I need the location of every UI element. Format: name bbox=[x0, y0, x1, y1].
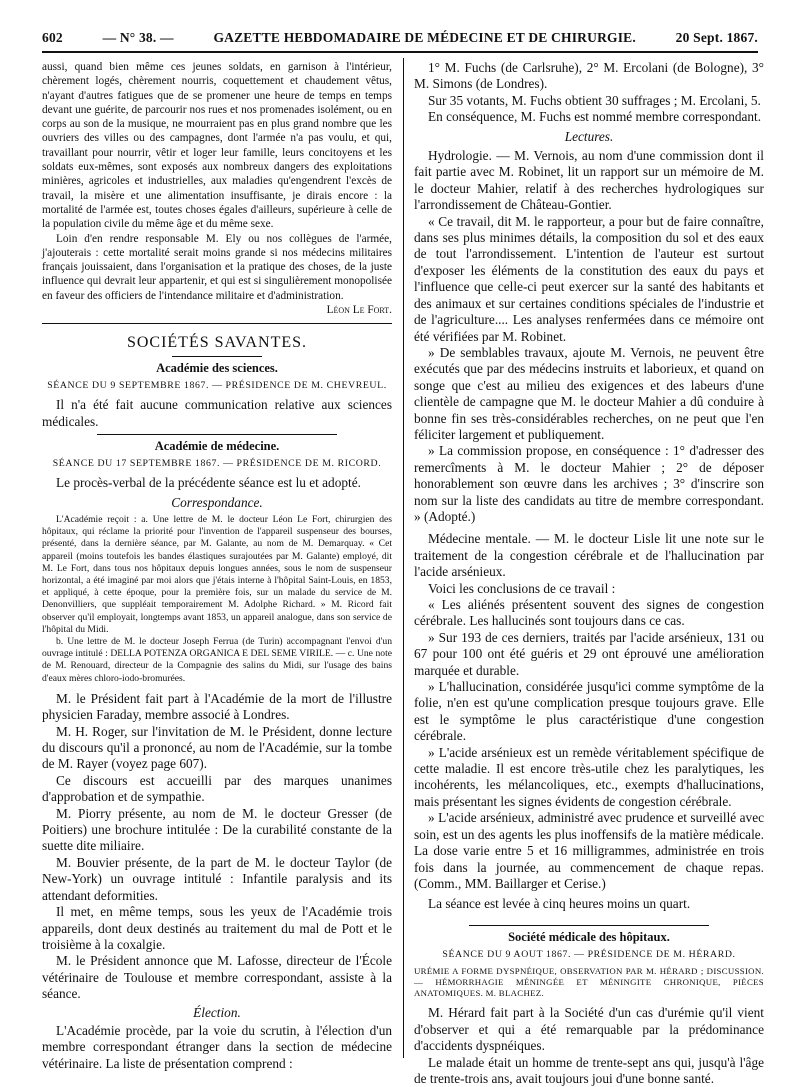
signature: Léon Le Fort. bbox=[326, 304, 392, 317]
seance-line: SÉANCE DU 17 SEPTEMBRE 1867. — PRÉSIDENCE DE M. RICORD. bbox=[52, 458, 382, 470]
paragraph: « Les aliénés présentent souvent des signes de congestion cérébrale. Les hallucinés sont toujours dans ce cas. bbox=[414, 597, 764, 629]
paragraph: Voici les conclusions de ce travail : bbox=[428, 580, 616, 596]
subsection-title: Académie de médecine. bbox=[154, 439, 280, 454]
paragraph: Loin d'en rendre responsable M. Ely ou nos collègues de l'armée, j'ajouterais : cette mortalité serait moins grande si nos médecins militaires français jouissaient, dans l'organisation et la pratique des choses, de la juste influence qui devrait leur appartenir, et qui est si singulièrement monopolisée en faveur des officiers de l'intendance militaire et d'administration. bbox=[42, 232, 392, 302]
subheading: Correspondance. bbox=[171, 494, 263, 510]
session-topics: URÉMIE A FORME DYSPNÉIQUE, OBSERVATION PAR M. HÉRARD ; DISCUSSION. — HÉMORRHAGIE MÉNINGÉE ET MÉNINGITE CHRONIQUE, PIÈCES ANATOMIQUES. M. BLACHEZ. bbox=[414, 965, 764, 999]
paragraph: 1° M. Fuchs (de Carlsruhe), 2° M. Ercolani (de Bologne), 3° M. Simons (de Londres). bbox=[414, 60, 764, 92]
paragraph: M. Piorry présente, au nom de M. le docteur Gresser (de Poitiers) une brochure intitulée : De la curabilité constante de la suette dite miliaire. bbox=[42, 805, 392, 854]
paragraph: Il met, en même temps, sous les yeux de l'Académie trois appareils, dont deux destinés au traitement du mal de Pott et le troisième à la coxalgie. bbox=[42, 904, 392, 952]
right-column bbox=[414, 60, 764, 1087]
journal-title: GAZETTE HEBDOMADAIRE DE MÉDECINE ET DE CHIRURGIE. bbox=[213, 30, 636, 45]
paragraph: » L'acide arsénieux, administré avec prudence et surveillé avec soin, est un des agents les plus inoffensifs de la matière médicale. La dose varie entre 5 et 16 milligrammes, administrée en trois fois dans la journée, au commencement de chaque repas. (Comm., MM. Baillarger et Cerise.) bbox=[414, 810, 764, 891]
paragraph: L'Académie reçoit : a. Une lettre de M. le docteur Léon Le Fort, chirurgien des hôpitaux, qui réclame la priorité pour l'invention de l'appareil suspenseur des bourses, présenté, dans la dernière séance, par M. Galante, au nom de M. Demarquay. « Cet appareil (moins toutefois les bandes élastiques surajoutées par M. Galante) employé, dit M. Le Fort, dans tous nos hôpitaux depuis longues années, sous le nom de suspenseur horizontal, a été imaginé par moi alors que j'étais interne à l'hôpital Saint-Louis, en 1853, et appliqué, à cette époque, pour la première fois, sur un malade du service de M. Denonvilliers, que suppléait temporairement M. Adolphe Richard. » M. Ricord fait observer qu'il employait, longtemps avant 1853, un appareil analogue, dans son service de l'hôpital du Midi. bbox=[42, 513, 392, 635]
paragraph: Le procès-verbal de la précédente séance est lu et adopté. bbox=[56, 475, 361, 491]
section-title: SOCIÉTÉS SAVANTES. bbox=[126, 334, 308, 352]
paragraph: M. H. Roger, sur l'invitation de M. le Président, donne lecture du discours qu'il a prononcé, au nom de l'Académie, sur la tombe de M. Rayer (voyez page 607). bbox=[42, 723, 392, 772]
divider bbox=[469, 925, 709, 926]
column-divider bbox=[403, 58, 404, 1058]
paragraph: » L'hallucination, considérée jusqu'ici comme symptôme de la folie, n'en est qu'une complication presque toujours grave. Elle est le symptôme le plus caractéristique d'une congestion cérébrale. bbox=[414, 679, 764, 744]
paragraph: Médecine mentale. — M. le docteur Lisle lit une note sur le traitement de la congestion cérébrale et de l'hallucination par l'acide arsénieux. bbox=[414, 531, 764, 580]
running-header bbox=[42, 30, 758, 48]
subsection-title: Société médicale des hôpitaux. bbox=[508, 929, 670, 944]
seance-line: SÉANCE DU 9 SEPTEMBRE 1867. — PRÉSIDENCE DE M. CHEVREUL. bbox=[47, 380, 387, 392]
paragraph: M. le Président annonce que M. Lafosse, directeur de l'École vétérinaire de Toulouse et membre correspondant, assiste à la séance. bbox=[42, 953, 392, 1002]
page-number: 602 bbox=[42, 30, 63, 45]
section-rule bbox=[42, 323, 392, 324]
divider bbox=[97, 434, 337, 435]
divider bbox=[172, 356, 262, 357]
subsection-title: Académie des sciences. bbox=[156, 361, 278, 376]
header-rule bbox=[42, 51, 758, 53]
paragraph: » L'acide arsénieux est un remède véritablement spécifique de cette maladie. Il est encore très-utile chez les paralytiques, les incohérents, les mélancoliques, etc., exempts d'hallucinations, mais présentant les signes évidents de congestion cérébrale. bbox=[414, 744, 764, 809]
paragraph: » De semblables travaux, ajoute M. Vernois, ne peuvent être exécutés que par des médecins instruits et laborieux, et quand on songe que c'est au milieu des exigences et des labeurs d'une clientèle de campagne que M. le docteur Mahier a dû conduire à bonne fin ses très-considérables recherches, on ne peut que l'en féliciter largement et publiquement. bbox=[414, 344, 764, 442]
paragraph: En conséquence, M. Fuchs est nommé membre correspondant. bbox=[428, 109, 762, 125]
paragraph: « Ce travail, dit M. le rapporteur, a pour but de faire connaître, dans ses plus minimes détails, la composition du sol et des eaux de tout l'arrondissement. L'intention de l'auteur est surtout d'exposer les éléments de la constitution des eaux du pays et l'influence que celle-ci peut exercer sur la santé des habitants et des animaux et sur certaines conditions spéciales de l'industrie et de l'agriculture.... Les analyses renfermées dans ce mémoire ont été vérifiées par M. Robinet. bbox=[414, 213, 764, 344]
paragraph: Hydrologie. — M. Vernois, au nom d'une commission dont il fait partie avec M. Robinet, lit un rapport sur un mémoire de M. le docteur Mahier, relatif à des recherches hydrologiques sur l'arrondissement de Château-Gontier. bbox=[414, 148, 764, 213]
left-column bbox=[42, 60, 392, 1072]
paragraph: Sur 35 votants, M. Fuchs obtient 30 suffrages ; M. Ercolani, 5. bbox=[428, 92, 761, 108]
issue-date: 20 Sept. 1867. bbox=[675, 30, 758, 45]
paragraph: Le malade était un homme de trente-sept ans qui, jusqu'à l'âge de trente-trois ans, avait toujours joui d'une bonne santé. bbox=[414, 1054, 764, 1086]
paragraph: Ce discours est accueilli par des marques unanimes d'approbation et de sympathie. bbox=[42, 772, 392, 805]
paragraph: » La commission propose, en conséquence : 1° d'adresser des remercîments à M. le docteur Mahier ; 2° de déposer honorablement son œuvre dans les archives ; 3° d'inscrire son nom sur la liste des candidats au titre de membre correspondant. » (Adopté.) bbox=[414, 443, 764, 524]
subheading: Lectures. bbox=[564, 128, 614, 144]
paragraph: M. le Président fait part à l'Académie de la mort de l'illustre physicien Faraday, membre associé à Londres. bbox=[42, 690, 392, 723]
paragraph: M. Bouvier présente, de la part de M. le docteur Taylor (de New-York) un ouvrage intitulé : Infantile paralysis and its attendant deformities. bbox=[42, 854, 392, 903]
paragraph: » Sur 193 de ces derniers, traités par l'acide arsénieux, 131 ou 67 pour 100 ont été guéris et 29 ont éprouvé une amélioration marquée et durable. bbox=[414, 629, 764, 678]
paragraph: aussi, quand bien même ces jeunes soldats, en garnison à l'intérieur, chèrement logés, chèrement nourris, coquettement et chaudement vêtus, n'ayant d'autres fatigues que de se promener une heure de temps en temps devant une guérite, de parcourir nos rues et nos promenades isolément, ou en corps au son de la musique, ne mourraient pas en plus grand nombre que les ouvriers des villes ou des campagnes, dont l'armée n'a pas voulu, et qui, travaillant pour nourrir, vêtir et loger leur famille, leurs concitoyens et les soldats eux-mêmes, sont exposés aux nombreux dangers des exploitations minières, agricoles et industrielles, aux maladies qu'engendrent l'excès de travail, la misère et une alimentation insuffisante, je dirais encore : la mortalité de l'armée est, toutes choses égales d'ailleurs, supérieure à celle de la population civile du même âge et du même sexe. bbox=[42, 61, 392, 231]
paragraph: M. Hérard fait part à la Société d'un cas d'urémie qu'il vient d'observer et qui a été remarquable par la prédominance d'accidents dyspnéiques. bbox=[414, 1005, 764, 1054]
seance-line: SÉANCE DU 9 AOUT 1867. — PRÉSIDENCE DE M. HÉRARD. bbox=[442, 948, 736, 960]
paragraph: Il n'a été fait aucune communication relative aux sciences médicales. bbox=[42, 397, 392, 429]
paragraph: L'Académie procède, par la voie du scrutin, à l'élection d'un membre correspondant étranger dans la section de médecine vétérinaire. La liste de présentation comprend : bbox=[42, 1022, 392, 1071]
issue-number: — N° 38. — bbox=[102, 30, 174, 45]
paragraph: b. Une lettre de M. le docteur Joseph Ferrua (de Turin) accompagnant l'envoi d'un ouvrage intitulé : DELLA POTENZA ORGANICA E DEL SEME VIRILE. — c. Une note de M. Renouard, directeur de la Compagnie des salins du Midi, sur l'usage des bains d'eaux mères chloro-iodo-bromurées. bbox=[42, 636, 392, 684]
paragraph: La séance est levée à cinq heures moins un quart. bbox=[428, 896, 691, 912]
subheading: Élection. bbox=[193, 1004, 241, 1020]
